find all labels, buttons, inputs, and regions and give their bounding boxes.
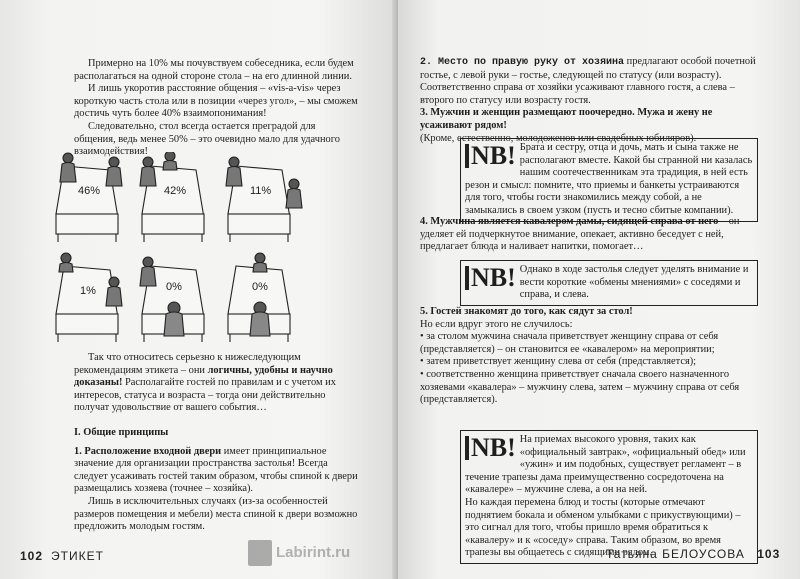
right-footer (606, 547, 788, 561)
item4-bold: 4. Мужчина является кавалером дамы, сидящей справа от него (420, 216, 719, 227)
left-body (74, 352, 358, 534)
right-page-number: 103 (757, 547, 781, 561)
para4-text-a: Так что относитесь серьезно к нижеследующим рекомендациям этикета – они (74, 352, 301, 376)
percent-label-1: 46% (78, 185, 101, 197)
right-item-5 (420, 306, 764, 319)
watermark-text: Labirint.ru (276, 544, 351, 561)
bullet3-text: соответственно женщина приветствует сначала своего назначенного хозяевами «кавалера» – мужчину слева, затем – мужчину справа от себя (представляется). (420, 368, 740, 406)
labirint-logo-icon (248, 540, 272, 566)
item2-rest: предлагают особой почетной гостье, с левой руки – гостье, следующей по статусу (или возрасту). Соответственно справа от хозяйки усаживают главного гостя, а слева – второго по статусу или возрасту гостя. (420, 56, 756, 106)
left-page (0, 0, 398, 579)
left-running-title: ЭТИКЕТ (51, 549, 104, 563)
nb-tag-3: NB! (465, 436, 516, 460)
para4-bold: логичны, удобны и научно доказаны! (74, 364, 333, 389)
item2-bold: 2. Место по правую руку от хозяина (420, 57, 625, 68)
nb-box-1 (460, 138, 758, 222)
right-bullet-2: • затем приветствует женщину слева от себя (представляется); (420, 356, 697, 368)
bullet1-text: за столом мужчина сначала приветствует женщину справа от себя (представляется) – он становится ее «кавалером» на мероприятии; (420, 331, 719, 355)
seating-illustration-3 (226, 157, 302, 242)
right-item-3 (420, 107, 764, 132)
percent-label-2: 42% (164, 185, 187, 197)
section-title-text: I. Общие принципы (74, 426, 169, 438)
percent-label-5: 0% (166, 281, 182, 293)
nb1-text: Брата и сестру, отца и дочь, мать и сына также не располагают вместе. Какой бы странной ни казалась нашим соотечественникам эта традиция, в ней есть резон и смысл: помните, что приемы и банкеты устраиваются для того, чтобы гости знакомились между собой, а не замыкались в своем узком (пусть и тесно сбитые компании). (465, 142, 753, 216)
nb-box-2 (460, 260, 758, 306)
seating-illustration-4 (56, 253, 122, 342)
left-footer (20, 549, 104, 563)
item4-rest: – он уделяет ей подчеркнутое внимание, опекает, активно беседует с ней, предлагает блюда и наливает напитки, помогает… (420, 216, 740, 253)
item5-bold: 5. Гостей знакомят до того, как сядут за стол! (420, 306, 633, 317)
bullet2-text: затем приветствует женщину слева от себя (представляется); (426, 356, 697, 368)
right-item-4-block (420, 216, 764, 254)
percent-label-4: 1% (80, 285, 96, 297)
para4-text-c: Располагайте гостей по правилам и с учетом их интересов, статуса и возраста – тогда они действительно получат удовольствие от вашего события… (74, 377, 336, 414)
left-para-1: Примерно на 10% мы почувствуем собеседника, если будем располагаться на одной стороне стола – на его длинной линии. (74, 58, 354, 82)
right-item-4 (420, 216, 764, 254)
right-page (398, 0, 800, 579)
nb-tag-1: NB! (465, 144, 516, 168)
item3-bold: 3. Мужчин и женщин размещают поочередно. Мужа и жену не усаживают рядом! (420, 107, 713, 131)
seating-illustrations-row-2 (52, 252, 304, 344)
seating-illustrations-row-1 (52, 152, 304, 244)
left-intro (74, 58, 358, 159)
item1-rest: имеет принципиальное значение для организации пространства застолья! Всегда следует усаживать гостей таким образом, чтобы спиной к двери размещались хозяева (точнее – хозяйка). (74, 445, 358, 495)
left-para-3: Следовательно, стол всегда остается преградой для общения, ведь менее 50% – это очевидно мало для удачного взаимодействия! (74, 120, 340, 158)
seating-illustration-1 (56, 153, 122, 242)
left-para-5: Лишь в исключительных случаях (из-за особенностей размеров помещения и мебели) места спиной к двери возможно предложить молодым гостям. (74, 495, 358, 533)
nb-tag-2: NB! (465, 266, 516, 290)
left-para-2: И лишь укоротив расстояние общения – «vis-a-vis» через короткую часть стола или в позиции «через угол», – мы сможем достичь чуть более 40% взаимопонимания! (74, 83, 358, 120)
section-title (74, 427, 358, 440)
left-item-1 (74, 446, 358, 496)
right-item-2 (420, 56, 764, 107)
right-item-5-intro: Но если вдруг этого не случилось: (420, 318, 573, 330)
seating-illustration-6 (228, 253, 290, 342)
watermark (248, 538, 368, 570)
right-bullet-1: • за столом мужчина сначала приветствует женщину справа от себя (представляется) – он становится ее «кавалером» на мероприятии; (420, 331, 719, 355)
nb3-text: На приемах высокого уровня, таких как «официальный завтрак», «официальный обед» или «ужин» и им подобных, существует регламент – в течение трапезы дама преимущественно сосредоточена на «кавалере» – мужчине слева, а он на ней. (465, 434, 746, 496)
nb2-text: Однако в ходе застолья следует уделять внимание и вести короткие «обмены мнениями» с соседями и справа, и слева. (519, 264, 749, 301)
right-item-3-note: (Кроме, естественно, молодоженов или свадебных юбиляров). (420, 132, 697, 144)
nb3-continuation: Но каждая перемена блюд и тосты (которые отмечают поднятием бокала и обменом улыбками с прикуствующими) – это сигнал для того, чтобы пришло время обратиться к «кавалеру» и к «соседу» справа. Таким образом, во время трапезы вы общаетесь с сидящими рядом. (465, 496, 741, 559)
right-item-5-block (420, 306, 764, 407)
percent-label-6: 0% (252, 281, 268, 293)
percent-label-3: 11% (250, 185, 272, 197)
right-bullet-3: • соответственно женщина приветствует сначала своего назначенного хозяевами «кавалера» – мужчину слева, затем – мужчину справа от себя (представляется). (420, 368, 740, 406)
item1-bold: 1. Расположение входной двери (74, 445, 222, 457)
left-page-number: 102 (20, 549, 44, 563)
right-top (420, 56, 764, 145)
seating-illustration-2 (140, 152, 204, 242)
left-para-4 (74, 352, 358, 415)
nb-box-3 (460, 430, 758, 564)
right-running-author: Татьяна БЕЛОУСОВА (606, 547, 745, 561)
seating-illustration-5 (140, 257, 204, 342)
